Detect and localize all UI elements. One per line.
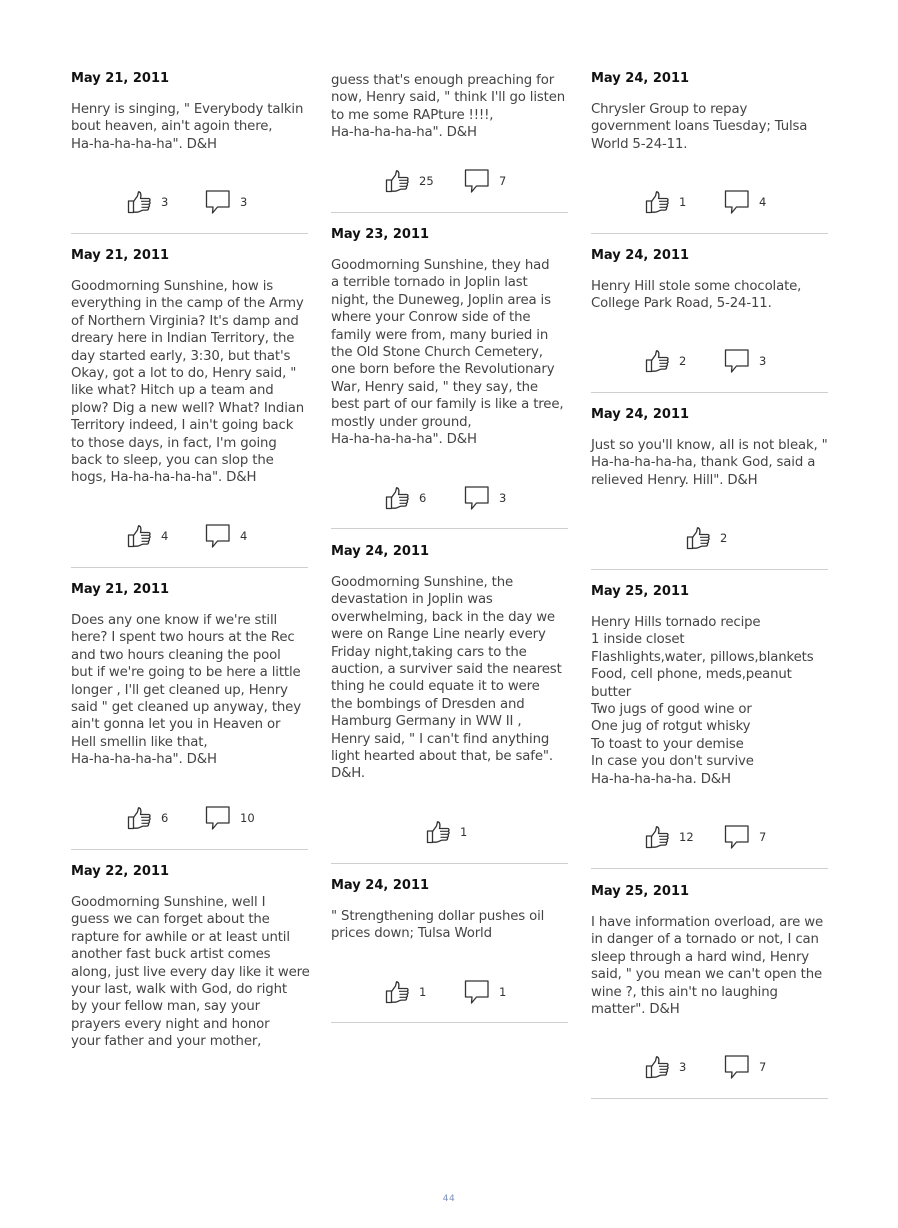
post-text-line: Ha-ha-ha-ha-ha". D&H <box>71 752 217 768</box>
post-text-line: said " get cleaned up anyway, they <box>71 700 301 716</box>
like-button[interactable] <box>645 825 694 849</box>
post-text-line: ain't gonna let you in Heaven or <box>71 717 281 733</box>
post-text-line: rapture for awhile or at least until <box>71 929 290 945</box>
post-text-line: World 5-24-11. <box>591 136 688 152</box>
comment-count: 4 <box>240 529 248 543</box>
divider <box>71 567 308 568</box>
post-text-line: Food, cell phone, meds,peanut <box>591 667 792 683</box>
post-text-line: mostly under ground, <box>331 414 472 430</box>
post-text-line: like what? Hitch up a team and <box>71 383 274 399</box>
post-date: May 21, 2011 <box>71 248 170 263</box>
thumbs-up-icon <box>127 806 152 831</box>
post-text-line: Flashlights,water, pillows,blankets <box>591 649 814 665</box>
thumbs-up-icon <box>127 190 152 215</box>
post-text-line: by your fellow man, say your <box>71 999 261 1015</box>
post-text-line: along, just live every day like it were <box>71 964 310 980</box>
post-text-line: Hamburg Germany in WW II , <box>331 714 522 730</box>
post-text-line: wine ?, this ain't no laughing <box>591 984 778 1000</box>
like-count: 6 <box>161 811 169 825</box>
post-date: May 25, 2011 <box>591 884 690 899</box>
post-text-line: dreary here in Indian Territory, the <box>71 331 295 347</box>
divider <box>331 212 568 213</box>
like-button[interactable] <box>127 190 168 214</box>
post-text-line: Ha-ha-ha-ha-ha". D&H <box>71 136 217 152</box>
post-text-line: " Strengthening dollar pushes oil <box>331 909 545 924</box>
post-text-line: Okay, got a lot to do, Henry said, " <box>71 366 297 382</box>
post-text-line: guess that's enough preaching for <box>331 73 555 88</box>
speech-bubble-icon <box>205 189 231 215</box>
comment-count: 7 <box>759 1060 767 1074</box>
speech-bubble-icon <box>724 189 750 215</box>
thumbs-up-icon <box>385 169 410 194</box>
post-text-line: Does any one know if we're still <box>71 613 278 628</box>
post-text-line: and two hours cleaning the pool <box>71 647 281 663</box>
post-text-line: a terrible tornado in Joplin last <box>331 275 528 291</box>
post-text <box>591 101 831 153</box>
post-text-line: back to sleep, you can slop the <box>71 453 274 469</box>
post-text-line: D&H. <box>331 766 365 782</box>
post-text-line: now, Henry said, " think I'll go listen <box>331 90 566 106</box>
post-date: May 21, 2011 <box>71 582 170 597</box>
post-text-line: family were from, many buried in <box>331 327 549 343</box>
thumbs-up-icon <box>645 1055 670 1080</box>
divider <box>331 528 568 529</box>
post-text-line: longer , I'll get cleaned up, Henry <box>71 682 288 698</box>
like-button[interactable] <box>127 524 168 548</box>
post-text <box>71 612 311 769</box>
post-text-line: prices down; Tulsa World <box>331 926 492 942</box>
post-text-line: the bombings of Dresden and <box>331 696 525 712</box>
post-text-line: overwhelming, back in the day we <box>331 609 555 625</box>
post-text-line: To toast to your demise <box>591 736 744 752</box>
post-text-line: Goodmorning Sunshine, well I <box>71 895 266 910</box>
post-text-line: Henry said, " I can't find anything <box>331 731 550 747</box>
post-text-line: One jug of rotgut whisky <box>591 719 751 735</box>
comment-count: 1 <box>499 985 507 999</box>
post-text <box>591 914 831 1018</box>
like-button[interactable] <box>645 190 686 214</box>
post-text-line: Henry Hills tornado recipe <box>591 615 761 630</box>
like-count: 6 <box>419 491 427 505</box>
comment-count: 7 <box>499 174 507 188</box>
post-text-line: College Park Road, 5-24-11. <box>591 296 772 312</box>
comment-button[interactable] <box>724 349 766 373</box>
like-count: 25 <box>419 174 434 188</box>
post-text-line: to those days, in fact, I'm going <box>71 435 277 451</box>
thumbs-up-icon <box>686 526 711 551</box>
post-text-line: everything in the camp of the Army <box>71 296 304 312</box>
post-text <box>331 908 571 943</box>
post-text-line: here? I spent two hours at the Rec <box>71 630 295 646</box>
divider <box>591 868 828 869</box>
post-text-line: were on Range Line nearly every <box>331 627 546 643</box>
post-text-line: Hell smellin like that, <box>71 734 208 750</box>
like-button[interactable] <box>385 980 426 1004</box>
post-text <box>331 574 571 783</box>
speech-bubble-icon <box>464 979 490 1005</box>
post-text-line: Two jugs of good wine or <box>591 702 752 718</box>
like-count: 4 <box>161 529 169 543</box>
comment-button[interactable] <box>724 190 766 214</box>
post-text-line: 1 inside closet <box>591 632 685 648</box>
post-text-line: hogs, Ha-ha-ha-ha-ha". D&H <box>71 470 257 486</box>
post-text-line: relieved Henry. Hill". D&H <box>591 472 758 488</box>
like-count: 2 <box>720 531 728 545</box>
comment-button[interactable] <box>205 806 255 830</box>
divider <box>591 392 828 393</box>
comment-count: 4 <box>759 195 767 209</box>
post-text-line: I have information overload, are we <box>591 915 824 930</box>
speech-bubble-icon <box>724 824 750 850</box>
comment-button[interactable] <box>724 1055 766 1079</box>
post-text-line: War, Henry said, " they say, the <box>331 379 538 395</box>
comment-count: 3 <box>240 195 248 209</box>
comment-button[interactable] <box>464 980 506 1004</box>
like-button[interactable] <box>645 349 686 373</box>
post-date: May 23, 2011 <box>331 227 430 242</box>
divider <box>71 233 308 234</box>
post-text-line: Ha-ha-ha-ha-ha". D&H <box>331 125 477 141</box>
post-text-line: Territory indeed, I ain't going back <box>71 418 294 434</box>
post-text-line: where your Conrow side of the <box>331 310 531 326</box>
post-text-line: guess we can forget about the <box>71 912 270 928</box>
post-text-line: prayers every night and honor <box>71 1016 270 1032</box>
post-date: May 24, 2011 <box>591 248 690 263</box>
post-date: May 22, 2011 <box>71 864 170 879</box>
thumbs-up-icon <box>385 980 410 1005</box>
post-text <box>331 72 571 142</box>
post-date: May 24, 2011 <box>331 544 430 559</box>
post-text-line: light hearted about that, be safe". <box>331 749 553 765</box>
comment-button[interactable] <box>205 524 247 548</box>
like-count: 3 <box>679 1060 687 1074</box>
comment-count: 10 <box>240 811 255 825</box>
post-text-line: thing he could equate it to were <box>331 679 540 695</box>
speech-bubble-icon <box>724 348 750 374</box>
comment-button[interactable] <box>724 825 766 849</box>
thumbs-up-icon <box>127 524 152 549</box>
post-text-line: Just so you'll know, all is not bleak, " <box>591 438 828 453</box>
post-text-line: Chrysler Group to repay <box>591 102 748 117</box>
post-text <box>71 278 311 487</box>
post-text <box>331 257 571 448</box>
post-text <box>591 437 831 489</box>
like-button[interactable] <box>686 526 727 550</box>
post-text-line: government loans Tuesday; Tulsa <box>591 119 808 135</box>
thumbs-up-icon <box>426 820 451 845</box>
post-text-line: another fast buck artist comes <box>71 947 271 963</box>
post-text-line: day started early, 3:30, but that's <box>71 348 291 364</box>
post-text-line: auction, a surviver said the nearest <box>331 662 562 678</box>
post-text <box>71 894 311 1051</box>
like-count: 1 <box>679 195 687 209</box>
post-text-line: the Old Stone Church Cemetery, <box>331 345 543 361</box>
post-text-line: Henry Hill stole some chocolate, <box>591 279 802 294</box>
post-text-line: Henry is singing, " Everybody talkin <box>71 102 304 117</box>
post-text-line: to me some RAPture !!!!, <box>331 107 494 123</box>
thumbs-up-icon <box>645 349 670 374</box>
comment-count: 7 <box>759 830 767 844</box>
comment-count: 3 <box>759 354 767 368</box>
thumbs-up-icon <box>645 190 670 215</box>
like-button[interactable] <box>385 169 434 193</box>
like-button[interactable] <box>426 820 467 844</box>
post-date: May 24, 2011 <box>591 71 690 86</box>
post-text-line: best part of our family is like a tree, <box>331 397 564 413</box>
page-number: 44 <box>442 1194 456 1204</box>
divider <box>331 863 568 864</box>
divider <box>591 569 828 570</box>
post-text-line: Ha-ha-ha-ha-ha. D&H <box>591 771 731 787</box>
thumbs-up-icon <box>645 825 670 850</box>
post-text-line: Goodmorning Sunshine, they had <box>331 258 550 273</box>
post-text-line: of Northern Virginia? It's damp and <box>71 313 299 329</box>
post-text-line: one born before the Revolutionary <box>331 362 555 378</box>
post-text-line: butter <box>591 684 632 700</box>
post-text-line: Goodmorning Sunshine, how is <box>71 279 274 294</box>
speech-bubble-icon <box>724 1054 750 1080</box>
divider <box>71 849 308 850</box>
like-button[interactable] <box>645 1055 686 1079</box>
post-date: May 24, 2011 <box>591 407 690 422</box>
post-text-line: said, " you mean we can't open the <box>591 967 822 983</box>
post-text-line: Friday night,taking cars to the <box>331 644 527 660</box>
like-count: 1 <box>460 825 468 839</box>
like-count: 12 <box>679 830 694 844</box>
post-text-line: night, the Duneweg, Joplin area is <box>331 292 551 308</box>
like-button[interactable] <box>385 486 426 510</box>
comment-button[interactable] <box>205 190 247 214</box>
post-date: May 21, 2011 <box>71 71 170 86</box>
post-date: May 25, 2011 <box>591 584 690 599</box>
speech-bubble-icon <box>205 805 231 831</box>
post-text-line: in danger of a tornado or not, I can <box>591 932 819 948</box>
post-text-line: In case you don't survive <box>591 754 754 770</box>
post-text <box>71 101 311 153</box>
post-text <box>591 614 831 788</box>
like-count: 2 <box>679 354 687 368</box>
thumbs-up-icon <box>385 486 410 511</box>
post-text-line: devastation in Joplin was <box>331 592 493 608</box>
divider <box>591 233 828 234</box>
divider <box>331 1022 568 1023</box>
post-text-line: Goodmorning Sunshine, the <box>331 575 514 590</box>
divider <box>591 1098 828 1099</box>
post-text-line: sleep through a hard wind, Henry <box>591 949 810 965</box>
comment-button[interactable] <box>464 486 506 510</box>
speech-bubble-icon <box>205 523 231 549</box>
post-date: May 24, 2011 <box>331 878 430 893</box>
like-count: 1 <box>419 985 427 999</box>
like-button[interactable] <box>127 806 168 830</box>
post-text-line: matter". D&H <box>591 1002 680 1018</box>
post-text <box>591 278 831 313</box>
speech-bubble-icon <box>464 485 490 511</box>
speech-bubble-icon <box>464 168 490 194</box>
post-text-line: your father and your mother, <box>71 1034 262 1050</box>
post-text-line: Ha-ha-ha-ha-ha". D&H <box>331 432 477 448</box>
post-text-line: plow? Dig a new well? What? Indian <box>71 400 305 416</box>
post-text-line: your last, walk with God, do right <box>71 982 287 998</box>
like-count: 3 <box>161 195 169 209</box>
comment-button[interactable] <box>464 169 506 193</box>
post-text-line: Ha-ha-ha-ha-ha, thank God, said a <box>591 455 816 471</box>
post-text-line: bout heaven, ain't agoin there, <box>71 119 273 135</box>
comment-count: 3 <box>499 491 507 505</box>
post-text-line: but if we're going to be here a little <box>71 665 301 681</box>
